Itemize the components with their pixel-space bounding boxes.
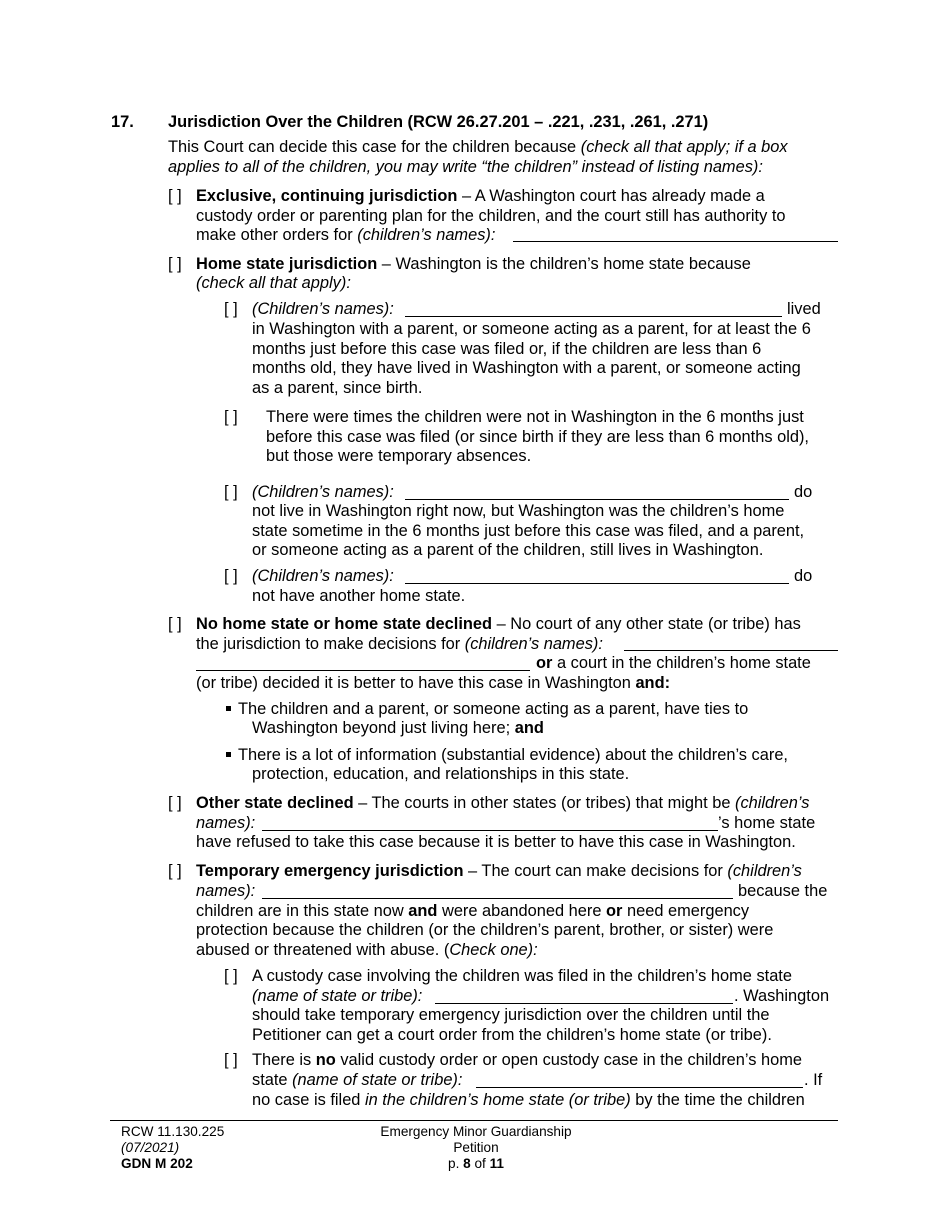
home-state-b-line-1: There were times the children were not in Washington in the 6 months just [266,408,804,426]
other-state-line-2-suffix: ’s home state [718,814,816,832]
home-state-c-names-field[interactable] [405,499,789,500]
footer-divider [110,1120,838,1121]
emergency-b-line-2-label: state (name of state or tribe): [252,1071,463,1089]
checkbox-home-state[interactable]: [ ] [168,255,182,273]
emergency-a-line-1: A custody case involving the children was filed in the children’s home state [252,967,792,985]
home-state-d-line-2: not have another home state. [252,587,466,605]
footer-rcw: RCW 11.130.225 [121,1124,225,1139]
bullet-icon [226,706,231,711]
no-home-bullet-2-line-1: There is a lot of information (substantial evidence) about the children’s care, [238,746,788,764]
footer-title-1: Emergency Minor Guardianship [380,1124,572,1139]
bullet-icon [226,752,231,757]
emergency-line-1: Temporary emergency jurisdiction – The court can make decisions for (children’s [196,862,802,880]
exclusive-line-2: custody order or parenting plan for the children, and the court still has authority to [196,207,786,225]
home-state-c-line-4: or someone acting as a parent of the children, still lives in Washington. [252,541,764,559]
emergency-b-line-2-suffix: . If [804,1071,823,1089]
footer-form-number: GDN M 202 [121,1156,193,1171]
exclusive-line-3: make other orders for (children’s names): [196,226,496,244]
home-state-d-names-field[interactable] [405,583,789,584]
home-state-c-line-2: not live in Washington right now, but Washington was the children’s home [252,502,785,520]
checkbox-home-state-b[interactable]: [ ] [224,408,238,426]
home-state-a-line-4: months old, they have lived in Washington with a parent, or someone acting [252,359,801,377]
checkbox-home-state-a[interactable]: [ ] [224,300,238,318]
checkbox-other-state[interactable]: [ ] [168,794,182,812]
no-home-line-2: the jurisdiction to make decisions for (children’s names): [196,635,603,653]
checkbox-no-home-state[interactable]: [ ] [168,615,182,633]
home-state-a-label: (Children’s names): [252,300,394,318]
home-state-a-line-5: as a parent, since birth. [252,379,423,397]
checkbox-home-state-d[interactable]: [ ] [224,567,238,585]
home-state-c-line-3: state sometime in the 6 months just before this case was filed, and a parent, [252,522,805,540]
home-state-line-1: Home state jurisdiction – Washington is the children’s home state because [196,255,751,273]
checkbox-exclusive[interactable]: [ ] [168,187,182,205]
other-state-line-3: have refused to take this case because it is better to have this case in Washington. [196,833,796,851]
home-state-c-label: (Children’s names): [252,483,394,501]
emergency-line-5: abused or threatened with abuse. (Check one): [196,941,538,959]
no-home-bullet-2-line-2: protection, education, and relationships in this state. [252,765,630,783]
emergency-a-line-4: Petitioner can get a court order from the children’s home state (or tribe). [252,1026,772,1044]
emergency-b-line-1: There is no valid custody order or open custody case in the children’s home [252,1051,802,1069]
home-state-a-suffix: lived [787,300,821,318]
intro-text: This Court can decide this case for the children because (check all that apply; if a box [168,138,788,156]
no-home-names-field[interactable] [624,650,838,651]
emergency-a-state-field[interactable] [435,1003,733,1004]
no-home-line-4: (or tribe) decided it is better to have this case in Washington and: [196,674,671,692]
checkbox-emergency[interactable]: [ ] [168,862,182,880]
footer-date: (07/2021) [121,1140,180,1155]
emergency-b-state-field[interactable] [476,1087,803,1088]
checkbox-emergency-a[interactable]: [ ] [224,967,238,985]
home-state-b-line-3: but those were temporary absences. [266,447,532,465]
section-number: 17. [111,113,134,131]
emergency-line-4: protection because the children (or the children’s parent, brother, or sister) were [196,921,774,939]
exclusive-line-1: Exclusive, continuing jurisdiction – A Washington court has already made a [196,187,765,205]
emergency-a-line-3: should take temporary emergency jurisdiction over the children until the [252,1006,770,1024]
home-state-a-line-2: in Washington with a parent, or someone acting as a parent, for at least the 6 [252,320,811,338]
other-state-names-field[interactable] [262,830,718,831]
intro-text-2: applies to all of the children, you may write “the children” instead of listing names): [168,158,763,176]
no-home-names-field-2[interactable] [196,670,530,671]
no-home-line-3: or a court in the children’s home state [536,654,811,672]
other-state-line-2-label: names): [196,814,256,832]
emergency-a-line-2-suffix: . Washington [734,987,830,1005]
exclusive-names-field[interactable] [513,241,838,242]
no-home-bullet-1-line-2: Washington beyond just living here; and [252,719,544,737]
footer-title-2: Petition [453,1140,499,1155]
home-state-b-line-2: before this case was filed (or since birth if they are less than 6 months old), [266,428,809,446]
emergency-names-field[interactable] [262,898,733,899]
emergency-a-line-2-label: (name of state or tribe): [252,987,423,1005]
home-state-d-suffix: do [794,567,813,585]
emergency-line-3: children are in this state now and were abandoned here or need emergency [196,902,750,920]
home-state-a-names-field[interactable] [405,316,782,317]
no-home-bullet-1-line-1: The children and a parent, or someone acting as a parent, have ties to [238,700,749,718]
home-state-line-2: (check all that apply): [196,274,351,292]
home-state-d-label: (Children’s names): [252,567,394,585]
no-home-line-1: No home state or home state declined – No court of any other state (or tribe) has [196,615,801,633]
other-state-line-1: Other state declined – The courts in other states (or tribes) that might be (children’s [196,794,810,812]
home-state-a-line-3: months just before this case was filed or, if the children are less than 6 [252,340,762,358]
emergency-line-2-label: names): [196,882,256,900]
emergency-b-line-3: no case is filed in the children’s home state (or tribe) by the time the children [252,1091,805,1109]
footer-page-number: p. 8 of 11 [448,1156,504,1171]
section-title: Jurisdiction Over the Children (RCW 26.27.201 – .221, .231, .261, .271) [168,113,709,131]
checkbox-emergency-b[interactable]: [ ] [224,1051,238,1069]
checkbox-home-state-c[interactable]: [ ] [224,483,238,501]
home-state-c-suffix: do [794,483,813,501]
emergency-line-2-suffix: because the [738,882,828,900]
